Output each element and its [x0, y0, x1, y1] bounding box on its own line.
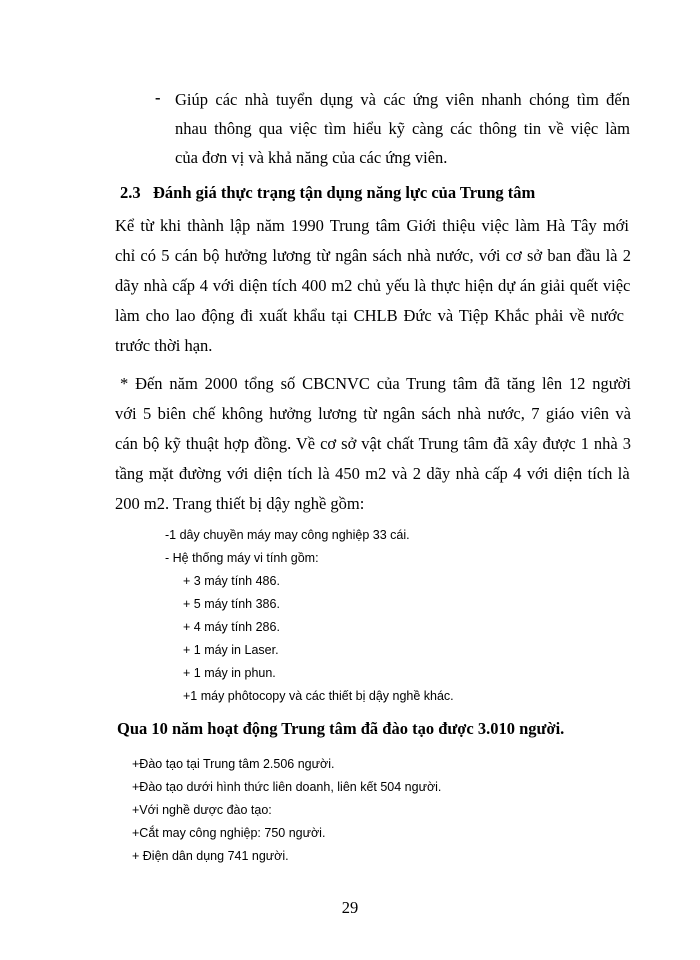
training-summary: Qua 10 năm hoạt động Trung tâm đã đào tạo được 3.010 người. [117, 719, 565, 738]
section-number: 2.3 [120, 183, 141, 202]
bullet-line-3: của đơn vị và khả năng của các ứng viên. [175, 148, 448, 167]
equipment-item: +1 máy phôtocopy và các thiết bị dậy nghề khác. [183, 689, 454, 703]
section-heading [120, 183, 535, 203]
paragraph1-line-5: trước thời hạn. [115, 336, 213, 355]
equipment-item: + 4 máy tính 286. [183, 620, 280, 634]
paragraph2-line-3: cán bộ kỹ thuật hợp đồng. Về cơ sở vật chất Trung tâm đã xây được 1 nhà 3 [115, 434, 631, 453]
paragraph2-line-5: 200 m2. Trang thiết bị dậy nghề gồm: [115, 494, 365, 513]
section-title: Đánh giá thực trạng tận dụng năng lực của Trung tâm [153, 183, 536, 202]
training-item: +Với nghề dược đào tạo: [132, 803, 272, 817]
paragraph1-line-4: làm cho lao động đi xuất khẩu tại CHLB Đức và Tiệp Khắc phải về nước [115, 306, 624, 325]
paragraph1-line-2: chỉ có 5 cán bộ hưởng lương từ ngân sách nhà nước, với cơ sở ban đầu là 2 [115, 246, 631, 265]
equipment-item: + 1 máy in Laser. [183, 643, 279, 657]
equipment-item: - Hệ thống máy vi tính gồm: [165, 551, 319, 565]
training-item: +Đào tạo dưới hình thức liên doanh, liên kết 504 người. [132, 780, 442, 794]
training-item: + Điện dân dụng 741 người. [132, 849, 289, 863]
bullet-line-2: nhau thông qua việc tìm hiểu kỹ càng các thông tin về việc làm [175, 119, 630, 138]
paragraph2-line-4: tầng mặt đường với diện tích là 450 m2 và 2 dãy nhà cấp 4 với diện tích là [115, 464, 630, 483]
bullet-line-1: Giúp các nhà tuyển dụng và các ứng viên nhanh chóng tìm đến [175, 90, 630, 109]
training-item: +Đào tạo tại Trung tâm 2.506 người. [132, 757, 335, 771]
paragraph2-line-1: * Đến năm 2000 tổng số CBCNVC của Trung tâm đã tăng lên 12 người [120, 374, 631, 393]
paragraph1-line-1: Kể từ khi thành lập năm 1990 Trung tâm Giới thiệu việc làm Hà Tây mới [115, 216, 629, 235]
page-number: 29 [341, 898, 359, 917]
equipment-item: + 5 máy tính 386. [183, 597, 280, 611]
equipment-item: + 3 máy tính 486. [183, 574, 280, 588]
paragraph1-line-3: dãy nhà cấp 4 với diện tích 400 m2 chủ yếu là thực hiện dự án giải quết việc [115, 276, 631, 295]
equipment-item: + 1 máy in phun. [183, 666, 276, 680]
paragraph2-line-2: với 5 biên chế không hưởng lương từ ngân sách nhà nước, 7 giáo viên và [115, 404, 631, 423]
training-item: +Cắt may công nghiệp: 750 người. [132, 826, 326, 840]
bullet-marker: - [155, 88, 161, 107]
equipment-item: -1 dây chuyền máy may công nghiệp 33 cái. [165, 528, 410, 542]
